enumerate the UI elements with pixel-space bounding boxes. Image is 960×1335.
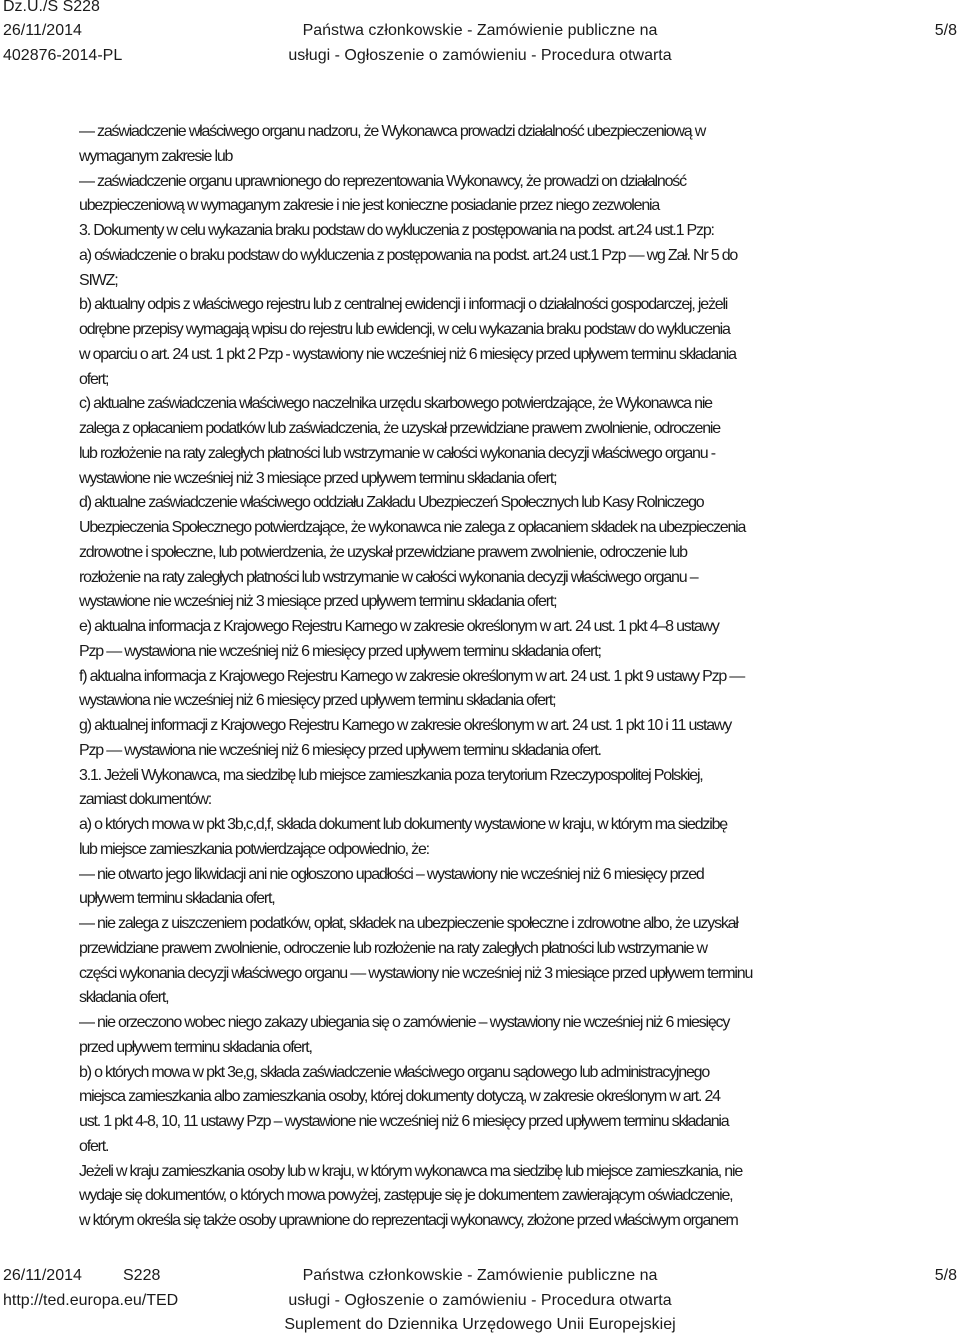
footer-supplement: Suplement do Dziennika Urzędowego Unii Europejskiej <box>284 1316 676 1333</box>
body-line: — nie otwarto jego likwidacji ani nie ogłoszono upadłości – wystawiony nie wcześniej niż 6 miesięcy przed <box>79 865 704 883</box>
body-line: części wykonania decyzji właściwego organu — wystawiony nie wcześniej niż 3 miesiące przed upływem terminu <box>79 964 753 982</box>
footer-page-number: 5/8 <box>934 1267 957 1284</box>
body-line: lub rozłożenie na raty zaległych płatności lub wstrzymanie w całości wykonania decyzji właściwego organu - <box>79 444 715 462</box>
body-line: a) oświadczenie o braku podstaw do wykluczenia z postępowania na podst. art.24 ust.1 Pzp — wg Zał. Nr 5 do <box>79 246 738 264</box>
footer-title-line-2: usługi - Ogłoszenie o zamówieniu - Procedura otwarta <box>288 1292 672 1309</box>
body-line: wydaje się dokumentów, o których mowa powyżej, zastępuje się je dokumentem zawierającym oświadczenie, <box>79 1187 733 1205</box>
body-line: w oparciu o art. 24 ust. 1 pkt 2 Pzp - wystawiony nie wcześniej niż 6 miesięcy przed upływem terminu składania <box>79 345 736 363</box>
body-line: zdrowotne i społeczne, lub potwierdzenia, że uzyskał przewidziane prawem zwolnienie, odroczenie lub <box>79 543 687 561</box>
body-line: składania ofert, <box>79 989 169 1007</box>
body-line: Ubezpieczenia Społecznego potwierdzające, że wykonawca nie zalega z opłacaniem składek na ubezpieczenia <box>79 519 746 536</box>
header-journal-ref: Dz.U./S S228 <box>3 0 100 15</box>
header-date: 26/11/2014 <box>3 22 82 39</box>
body-line: przewidziane prawem zwolnienie, odroczenie lub rozłożenie na raty zaległych płatności lub wstrzymanie w <box>79 939 707 957</box>
document-body <box>79 120 959 1234</box>
footer-series: S228 <box>123 1267 161 1284</box>
body-line: przed upływem terminu składania ofert, <box>79 1038 312 1056</box>
footer-title-line-1: Państwa członkowskie - Zamówienie publiczne na <box>302 1267 658 1284</box>
header-title-line-1: Państwa członkowskie - Zamówienie publiczne na <box>302 22 658 39</box>
body-line: zalega z opłacaniem podatków lub zaświadczenia, że uzyskał przewidziane prawem zwolnienie, odroczenie <box>79 420 720 437</box>
body-line: w którym określa się także osoby uprawnione do reprezentacji wykonawcy, złożone przed właściwym organem <box>79 1212 738 1229</box>
body-line: ofert; <box>79 370 109 388</box>
body-line: ust. 1 pkt 4-8, 10, 11 ustawy Pzp – wystawione nie wcześniej niż 6 miesięcy przed upływem terminu składania <box>79 1113 729 1130</box>
body-line: miejsca zamieszkania albo zamieszkania osoby, której dokumenty dotyczą, w zakresie określonym w art. 24 <box>79 1088 720 1106</box>
body-line: wymaganym zakresie lub <box>79 147 233 165</box>
body-line: Pzp — wystawiona nie wcześniej niż 6 miesięcy przed upływem terminu składania ofert. <box>79 741 601 759</box>
body-line: upływem terminu składania ofert, <box>79 890 275 908</box>
body-line: f) aktualna informacja z Krajowego Rejestru Karnego w zakresie określonym w art. 24 ust. 1 pkt 9 ustawy Pzp — <box>79 667 745 685</box>
body-line: a) o których mowa w pkt 3b,c,d,f, składa dokument lub dokumenty wystawione w kraju, w którym ma siedzibę <box>79 816 727 833</box>
body-line: wystawione nie wcześniej niż 3 miesiące przed upływem terminu składania ofert; <box>79 469 557 487</box>
body-line: 3.1. Jeżeli Wykonawca, ma siedzibę lub miejsce zamieszkania poza terytorium Rzeczypospolitej Polskiej, <box>79 766 703 784</box>
body-line: rozłożenie na raty zaległych płatności lub wstrzymanie w całości wykonania decyzji właściwego organu – <box>79 568 698 586</box>
body-line: d) aktualne zaświadczenie właściwego oddziału Zakładu Ubezpieczeń Społecznych lub Kasy Rolniczego <box>79 494 704 512</box>
body-line: c) aktualne zaświadczenia właściwego naczelnika urzędu skarbowego potwierdzające, że Wykonawca nie <box>79 395 712 413</box>
body-line: b) aktualny odpis z właściwego rejestru lub z centralnej ewidencji i informacji o działalności gospodarczej, jeżeli <box>79 296 728 314</box>
body-line: — zaświadczenie organu uprawnionego do reprezentowania Wykonawcy, że prowadzi on działalność <box>79 172 686 190</box>
body-line: wystawiona nie wcześniej niż 6 miesięcy przed upływem terminu składania ofert; <box>79 692 556 710</box>
body-line: — nie zalega z uiszczeniem podatków, opłat, składek na ubezpieczenie społeczne i zdrowotne albo, że uzyskał <box>79 915 738 932</box>
body-line: ubezpieczeniową w wymaganym zakresie i nie jest konieczne posiadanie przez niego zezwolenia <box>79 197 660 215</box>
body-line: ofert. <box>79 1137 109 1155</box>
body-line: lub miejsce zamieszkania potwierdzające odpowiednio, że: <box>79 840 429 858</box>
body-line: wystawione nie wcześniej niż 3 miesiące przed upływem terminu składania ofert; <box>79 593 557 611</box>
body-line: b) o których mowa w pkt 3e,g, składa zaświadczenie właściwego organu sądowego lub administracyjnego <box>79 1063 710 1081</box>
body-line: 3. Dokumenty w celu wykazania braku podstaw do wykluczenia z postępowania na podst. art.24 ust.1 Pzp: <box>79 222 714 239</box>
footer-url: http://ted.europa.eu/TED <box>3 1292 179 1309</box>
body-line: SIWZ; <box>79 271 118 289</box>
header-notice-number: 402876-2014-PL <box>3 47 123 64</box>
body-line: — zaświadczenie właściwego organu nadzoru, że Wykonawca prowadzi działalność ubezpieczeniową w <box>79 123 706 140</box>
body-line: odrębne przepisy wymagają wpisu do rejestru lub ewidencji, w celu wykazania braku podstaw do wykluczenia <box>79 321 730 338</box>
body-line: e) aktualna informacja z Krajowego Rejestru Karnego w zakresie określonym w art. 24 ust. 1 pkt 4–8 ustawy <box>79 618 719 635</box>
header-title-line-2: usługi - Ogłoszenie o zamówieniu - Procedura otwarta <box>288 47 672 64</box>
body-line: — nie orzeczono wobec niego zakazy ubiegania się o zamówienie – wystawiony nie wcześniej niż 6 miesięcy <box>79 1014 730 1031</box>
body-line: g) aktualnej informacji z Krajowego Rejestru Karnego w zakresie określonym w art. 24 ust. 1 pkt 10 i 11 ustawy <box>79 717 732 734</box>
body-line: zamiast dokumentów: <box>79 791 211 809</box>
footer-date: 26/11/2014 <box>3 1267 82 1284</box>
body-line: Jeżeli w kraju zamieszkania osoby lub w kraju, w którym wykonawca ma siedzibę lub miejsce zamieszkania, nie <box>79 1162 743 1180</box>
body-line: Pzp — wystawiona nie wcześniej niż 6 miesięcy przed upływem terminu składania ofert; <box>79 642 601 660</box>
header-page-number: 5/8 <box>934 22 957 39</box>
